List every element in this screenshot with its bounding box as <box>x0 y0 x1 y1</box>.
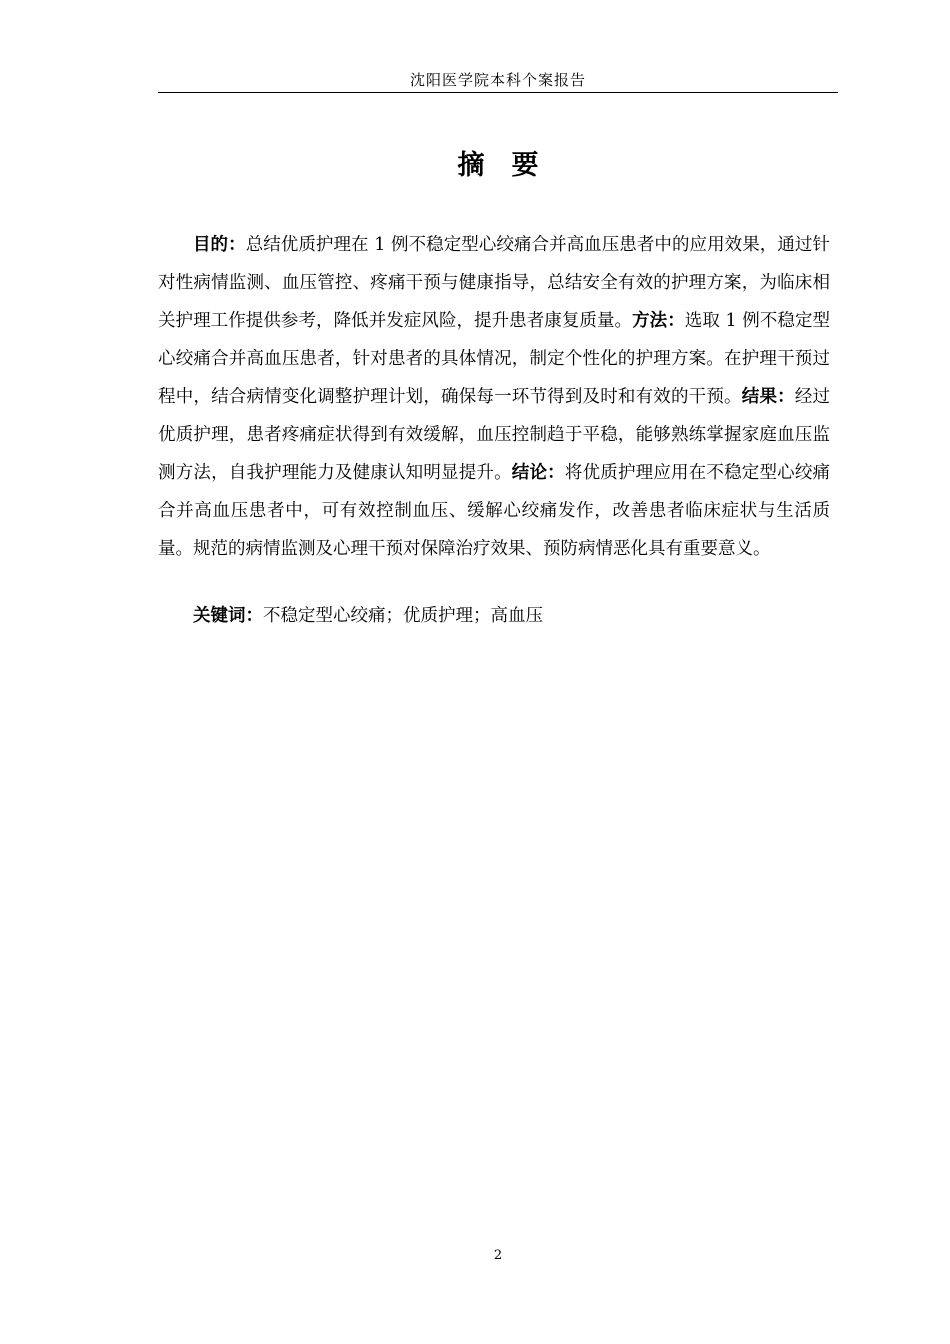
page-header: 沈阳医学院本科个案报告 <box>409 71 586 89</box>
keywords-text: 不稳定型心绞痛；优质护理；高血压 <box>263 606 543 626</box>
conclusion-text: 将优质护理应用在不稳定型心绞痛合并高血压患者中，可有效控制血压、缓解心绞痛发作，改善患者临床症状与生活质量。规范的病情监测及心理干预对保障治疗效果、预防病情恶化具有重要意义。 <box>158 463 831 559</box>
objective-text: 总结优质护理在 1 例不稳定型心绞痛合并高血压患者中的应用效果，通过针对性病情监测、血压管控、疼痛干预与健康指导，总结安全有效的护理方案，为临床相关护理工作提供参考，降低并发症风险，提升患者康复质量。 <box>158 235 830 331</box>
keywords <box>158 597 830 635</box>
method-text: 选取 1 例不稳定型心绞痛合并高血压患者，针对患者的具体情况，制定个性化的护理方案。在护理干预过程中，结合病情变化调整护理计划，确保每一环节得到及时和有效的干预。 <box>158 311 831 407</box>
result-text: 经过优质护理，患者疼痛症状得到有效缓解，血压控制趋于平稳，能够熟练掌握家庭血压监测方法，自我护理能力及健康认知明显提升。 <box>158 387 831 483</box>
header-rule <box>158 92 838 93</box>
abstract-title: 摘 要 <box>457 150 539 181</box>
keywords-label: 关键词： <box>193 606 263 626</box>
objective-label: 目的： <box>193 235 246 255</box>
page-number: 2 <box>493 1248 503 1263</box>
method-label: 方法： <box>632 311 685 331</box>
conclusion-label: 结论： <box>511 463 565 483</box>
abstract-body <box>158 226 830 568</box>
result-label: 结果： <box>741 387 795 407</box>
